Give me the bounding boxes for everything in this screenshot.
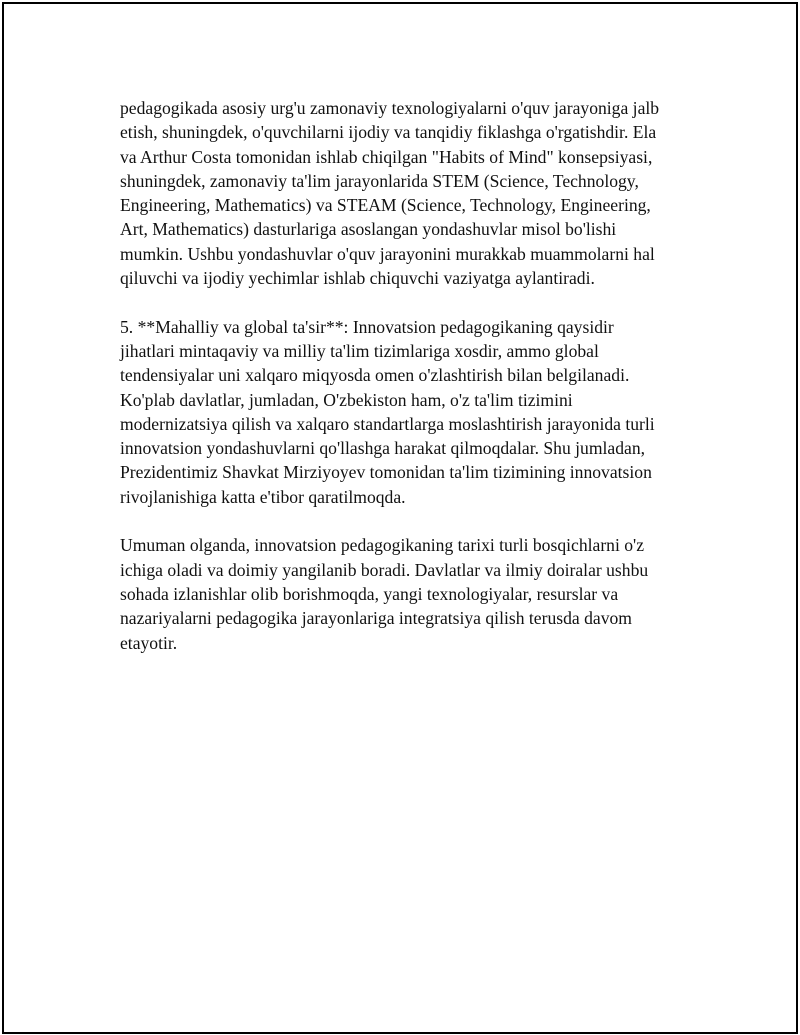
text-line: jihatlari mintaqaviy va milliy ta'lim tizimlariga xosdir, ammo global xyxy=(120,340,599,361)
document-page xyxy=(2,2,798,1034)
paragraph-stem-steam xyxy=(120,96,700,290)
text-line: qiluvchi va ijodiy yechimlar ishlab chiquvchi vaziyatga aylantiradi. xyxy=(120,268,595,289)
text-line: nazariyalarni pedagogika jarayonlariga integratsiya qilish terusda davom xyxy=(120,608,632,629)
text-line: 5. **Mahalliy va global ta'sir**: Innovatsion pedagogikaning qaysidir xyxy=(120,316,614,337)
text-line: pedagogikada asosiy urg'u zamonaviy texnologiyalarni o'quv jarayoniga jalb xyxy=(120,98,660,118)
text-line: Prezidentimiz Shavkat Mirziyoyev tomonidan ta'lim tizimining innovatsion xyxy=(120,462,652,483)
text-line: mumkin. Ushbu yondashuvlar o'quv jarayonini murakkab muammolarni hal xyxy=(120,243,655,264)
text-line: etish, shuningdek, o'quvchilarni ijodiy va tanqidiy fiklashga o'rgatishdir. Ela xyxy=(120,122,657,143)
text-line: tendensiyalar uni xalqaro miqyosda omen o'zlashtirish bilan belgilanadi. xyxy=(120,365,630,386)
text-line: va Arthur Costa tomonidan ishlab chiqilgan "Habits of Mind" konsepsiyasi, xyxy=(120,146,653,167)
paragraph-local-global-impact xyxy=(120,315,700,509)
paragraph-conclusion xyxy=(120,533,700,654)
text-line: modernizatsiya qilish va xalqaro standartlarga moslashtirish jarayonida turli xyxy=(120,413,655,434)
text-line: Engineering, Mathematics) va STEAM (Science, Technology, Engineering, xyxy=(120,195,651,216)
text-line: etayotir. xyxy=(120,632,178,653)
text-line: Umuman olganda, innovatsion pedagogikaning tarixi turli bosqichlarni o'z xyxy=(120,535,645,556)
text-line: sohada izlanishlar olib borishmoqda, yangi texnologiyalar, resurslar va xyxy=(120,583,619,604)
text-line: rivojlanishiga katta e'tibor qaratilmoqda. xyxy=(120,486,406,507)
text-line: Art, Mathematics) dasturlariga asoslangan yondashuvlar misol bo'lishi xyxy=(120,219,617,240)
text-line: Ko'plab davlatlar, jumladan, O'zbekiston ham, o'z ta'lim tizimini xyxy=(120,389,573,410)
text-line: innovatsion yondashuvlarni qo'llashga harakat qilmoqdalar. Shu jumladan, xyxy=(120,438,646,459)
text-line: shuningdek, zamonaviy ta'lim jarayonlarida STEM (Science, Technology, xyxy=(120,170,639,191)
text-line: ichiga oladi va doimiy yangilanib boradi. Davlatlar va ilmiy doiralar ushbu xyxy=(120,559,649,580)
document-body xyxy=(120,96,700,679)
